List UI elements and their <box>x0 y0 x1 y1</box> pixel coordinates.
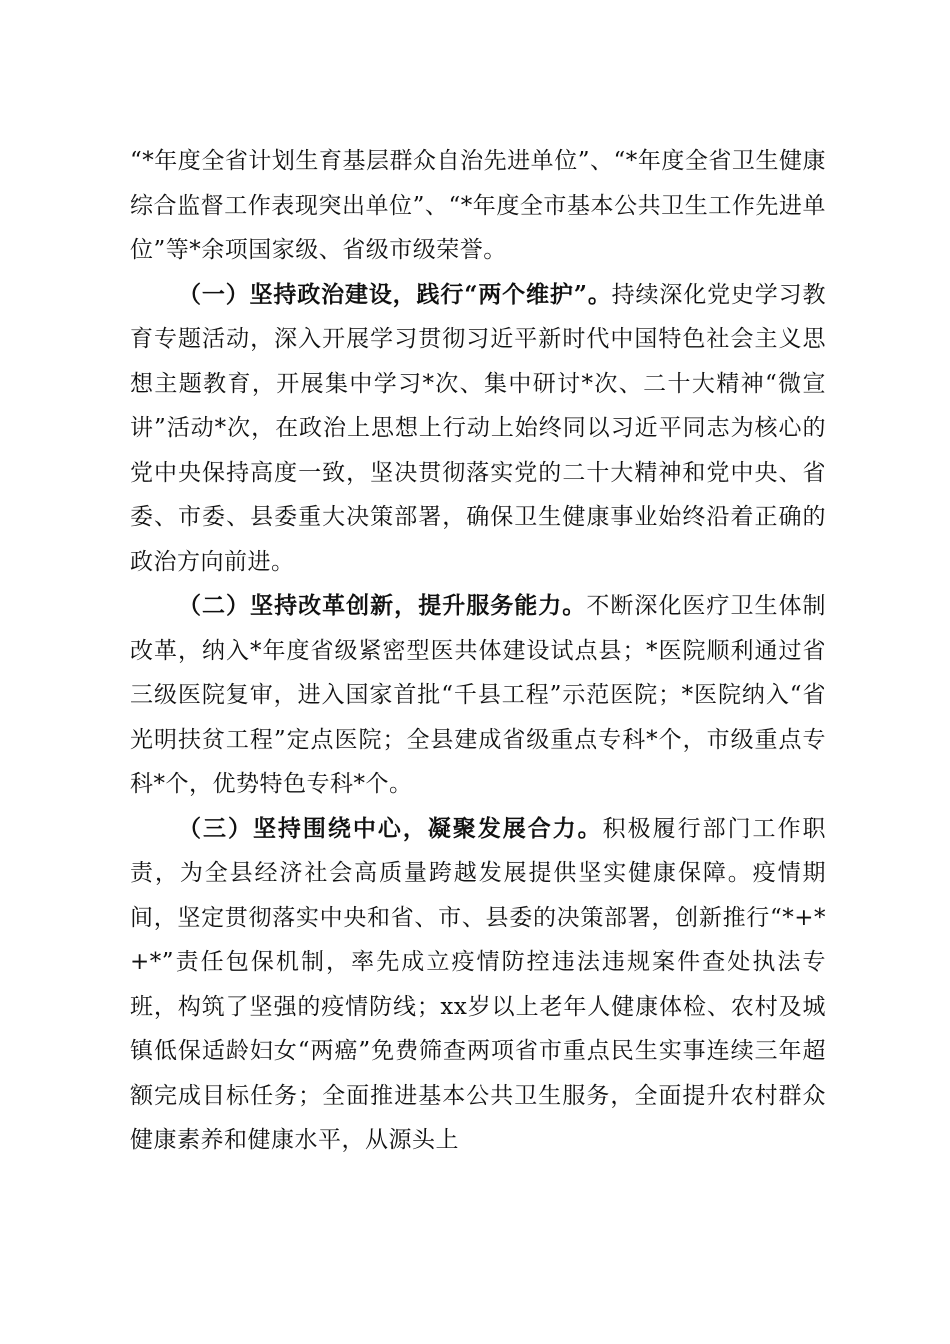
paragraph-reform-innovation <box>130 584 826 807</box>
paragraph-body: “*年度全省计划生育基层群众自治先进单位”、“*年度全省卫生健康综合监督工作表现突出单位”、“*年度全市基本公共卫生工作先进单位”等*余项国家级、省级市级荣誉。 <box>130 148 826 263</box>
document-page <box>130 139 826 1163</box>
paragraph-heading: （三）坚持围绕中心，凝聚发展合力。 <box>178 814 603 842</box>
paragraph-body: 不断深化医疗卫生体制改革，纳入*年度省级紧密型医共体建设试点县；*医院顺利通过省三级医院复审，进入国家首批“千县工程”示范医院；*医院纳入“省光明扶贫工程”定点医院；全县建成省级重点专科*个，市级重点专科*个，优势特色专科*个。 <box>130 593 827 797</box>
paragraph-honors <box>130 139 826 273</box>
paragraph-development-synergy <box>130 807 826 1163</box>
paragraph-body: 持续深化党史学习教育专题活动，深入开展学习贯彻习近平新时代中国特色社会主义思想主题教育，开展集中学习*次、集中研讨*次、二十大精神“微宣讲”活动*次，在政治上思想上行动上始终同以习近平同志为核心的党中央保持高度一致，坚决贯彻落实党的二十大精神和党中央、省委、市委、县委重大决策部署，确保卫生健康事业始终沿着正确的政治方向前进。 <box>130 281 826 575</box>
paragraph-political-building <box>130 273 826 585</box>
paragraph-heading: （一）坚持政治建设，践行“两个维护”。 <box>178 280 612 308</box>
paragraph-body: 积极履行部门工作职责，为全县经济社会高质量跨越发展提供坚实健康保障。疫情期间，坚定贯彻落实中央和省、市、县委的决策部署，创新推行“*+*+*”责任包保机制，率先成立疫情防控违法违规案件查处执法专班，构筑了坚强的疫情防线；xx岁以上老年人健康体检、农村及城镇低保适龄妇女“两癌”免费筛查两项省市重点民生实事连续三年超额完成目标任务；全面推进基本公共卫生服务，全面提升农村群众健康素养和健康水平，从源头上 <box>130 815 827 1153</box>
paragraph-heading: （二）坚持改革创新，提升服务能力。 <box>178 592 587 619</box>
